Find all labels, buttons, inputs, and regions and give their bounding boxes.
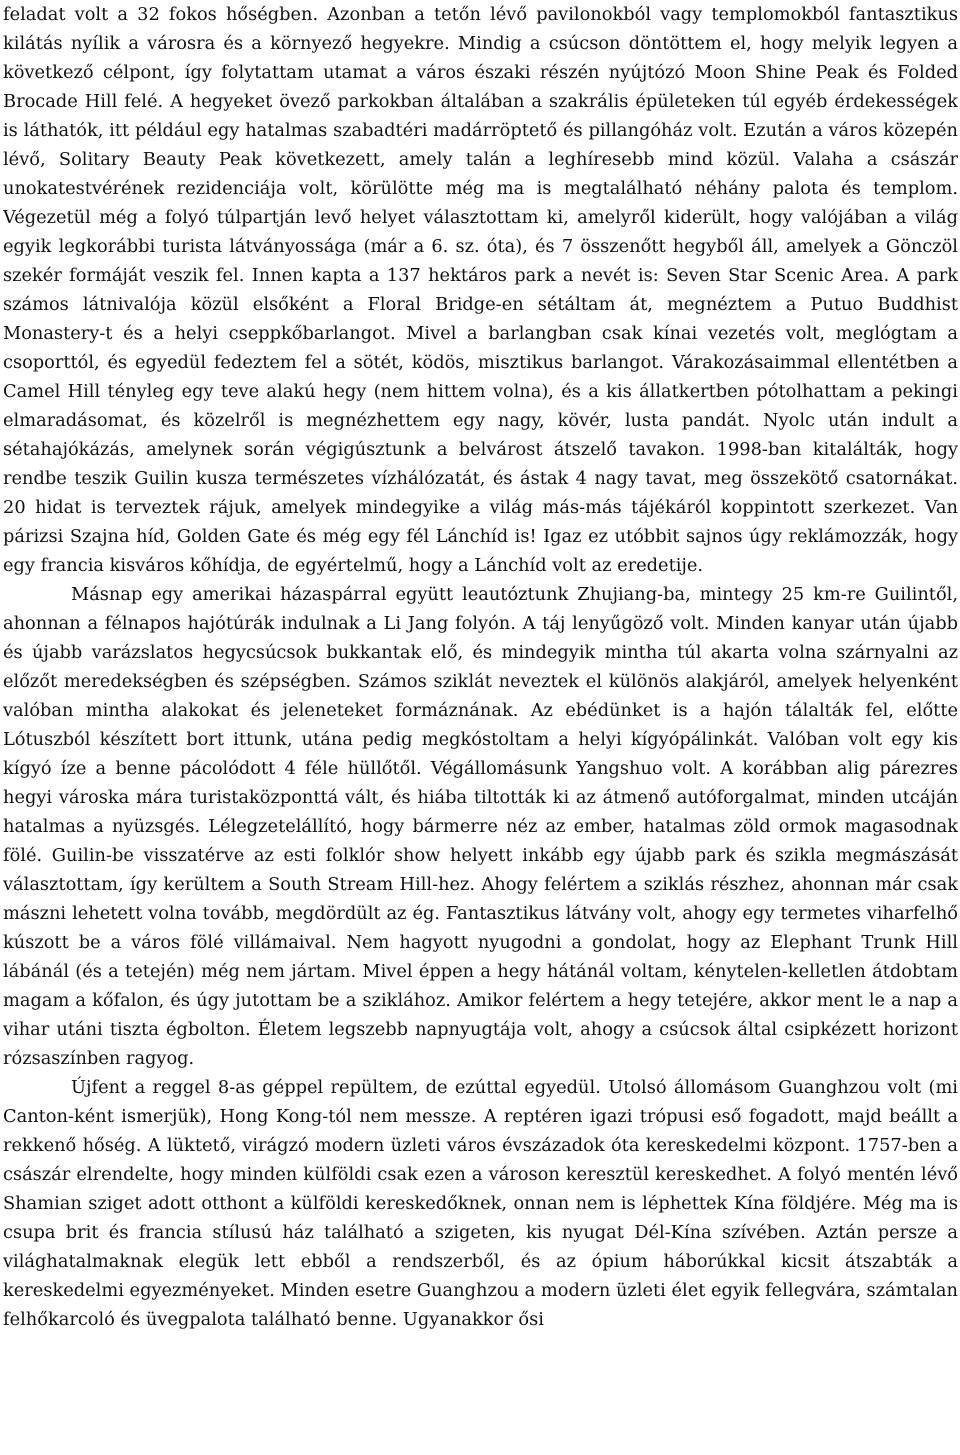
paragraph-1: feladat volt a 32 fokos hőségben. Azonban a tetőn lévő pavilonokból vagy templomokból fantasztikus kilátás nyílik a városra és a környező hegyekre. Mindig a csúcson döntöttem el, hogy melyik legyen a következő célpont, így folytattam utamat a város északi részén nyújtózó Moon Shine Peak és Folded Brocade Hill felé. A hegyeket övező parkokban általában a szakrális épületeken túl egyéb érdekességek is láthatók, itt például egy hatalmas szabadtéri madárröptető és pillangóház volt. Ezután a város közepén lévő, Solitary Beauty Peak következett, amely talán a leghíresebb mind közül. Valaha a császár unokatestvérének rezidenciája volt, körülötte még ma is megtalálható néhány palota és templom. Végezetül még a folyó túlpartján levő helyet választottam ki, amelyről kiderült, hogy valójában a világ egyik legkorábbi turista látványossága (már a 6. sz. óta), és 7 összenőtt hegyből áll, amelyek a Gönczöl szekér formáját veszik fel. Innen kapta a 137 hektáros park a nevét is: Seven Star Scenic Area. A park számos látnivalója közül elsőként a Floral Bridge-en sétáltam át, megnéztem a Putuo Buddhist Monastery-t és a helyi cseppkőbarlangot. Mivel a barlangban csak kínai vezetés volt, meglógtam a csoporttól, és egyedül fedeztem fel a sötét, ködös, misztikus barlangot. Várakozásaimmal ellentétben a Camel Hill tényleg egy teve alakú hegy (nem hittem volna), és a kis állatkertben pótolhattam a pekingi elmaradásomat, és közelről is megnézhettem egy nagy, kövér, lusta pandát. Nyolc után indult a sétahajókázás, amelynek során végigúsztunk a belvárost átszelő tavakon. 1998-ban kitalálták, hogy rendbe teszik Guilin kusza természetes vízhálózatát, és ástak 4 nagy tavat, meg összekötő csatornákat. 20 hidat is terveztek rájuk, amelyek mindegyike a világ más-más tájékáról koppintott szerkezet. Van párizsi Szajna híd, Golden Gate és még egy fél Lánchíd is! Igaz ez utóbbit sajnos úgy reklámozzák, hogy egy francia kisváros kőhídja, de egyértelmű, hogy a Lánchíd volt az eredetije.	[3, 4, 958, 576]
paragraph-2: Másnap egy amerikai házaspárral együtt leautóztunk Zhujiang-ba, mintegy 25 km-re Guilintől, ahonnan a félnapos hajótúrák indulnak a Li Jang folyón. A táj lenyűgöző volt. Minden kanyar után újabb és újabb varázslatos hegycsúcsok bukkantak elő, és mindegyik mintha túl akarta volna szárnyalni az előzőt meredekségben és szépségben. Számos sziklát neveztek el különös alakjáról, amelyek helyenként valóban mintha alakokat és jeleneteket formáznának. Az ebédünket is a hajón tálalták fel, előtte Lótuszból készített bort ittunk, utána pedig megkóstoltam a helyi kígyópálinkát. Valóban volt egy kis kígyó íze a benne pácolódott 4 féle hüllőtől. Végállomásunk Yangshuo volt. A korábban alig párezres hegyi városka mára turistaközponttá vált, és hiába tiltották ki az átmenő autóforgalmat, minden utcáján hatalmas a nyüzsgés. Lélegzetelállító, hogy bármerre néz az ember, hatalmas zöld ormok magasodnak fölé. Guilin-be visszatérve az esti folklór show helyett inkább egy újabb park és szikla megmászását választottam, így kerültem a South Stream Hill-hez. Ahogy felértem a sziklás részhez, ahonnan már csak mászni lehetett volna tovább, megdördült az ég. Fantasztikus látvány volt, ahogy egy termetes viharfelhő kúszott be a város fölé villámaival. Nem hagyott nyugodni a gondolat, hogy az Elephant Trunk Hill lábánál (és a tetején) még nem jártam. Mivel éppen a hegy hátánál voltam, kénytelen-kelletlen átdobtam magam a kőfalon, és úgy jutottam be a sziklához. Amikor felértem a hegy tetejére, akkor ment le a nap a vihar utáni tiszta égbolton. Életem legszebb napnyugtája volt, ahogy a csúcsok által csipkézett horizont rózsaszínben ragyog.	[3, 584, 958, 1069]
paragraph-3: Újfent a reggel 8-as géppel repültem, de ezúttal egyedül. Utolsó állomásom Guanghzou volt (mi Canton-ként ismerjük), Hong Kong-tól nem messze. A reptéren igazi trópusi eső fogadott, majd beállt a rekkenő hőség. A lüktető, virágzó modern üzleti város évszázadok óta kereskedelmi központ. 1757-ben a császár elrendelte, hogy minden külföldi csak ezen a városon keresztül kereskedhet. A folyó mentén lévő Shamian sziget adott otthont a külföldi kereskedőknek, onnan nem is léphettek Kína földjére. Még ma is csupa brit és francia stílusú ház található a szigeten, kis nyugat Dél-Kína szívében. Aztán persze a világhatalmaknak elegük lett ebből a rendszerből, és az ópium háborúkkal kicsit átszabták a kereskedelmi egyezményeket. Minden esetre Guanghzou a modern üzleti élet egyik fellegvára, számtalan felhőkarcoló és üvegpalota található benne. Ugyanakkor ősi	[3, 1077, 958, 1330]
document-page	[3, 0, 958, 1455]
